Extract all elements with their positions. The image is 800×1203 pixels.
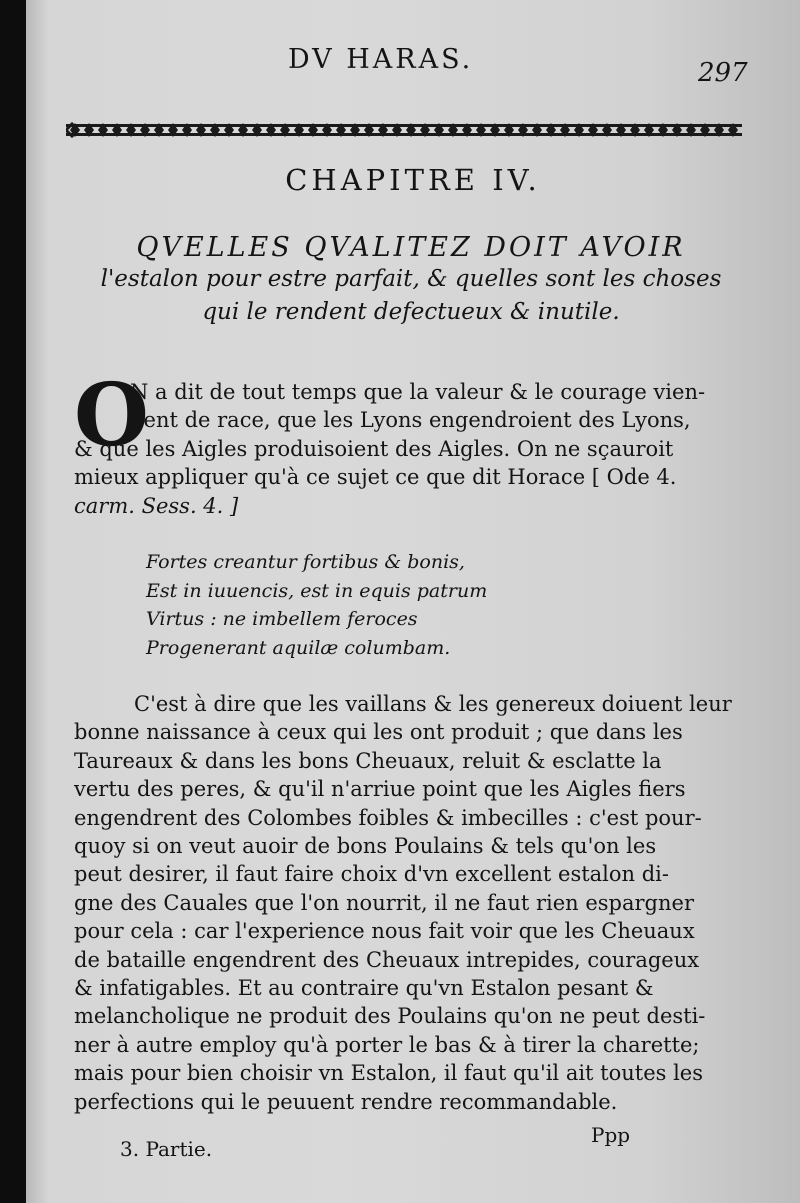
latin-verse bbox=[146, 548, 646, 662]
text-line: de bataille engendrent des Cheuaux intrepides, courageux bbox=[74, 947, 700, 972]
chapter-title: CHAPITRE IV. bbox=[285, 163, 541, 197]
text-line: pour cela : car l'experience nous fait voir que les Cheuaux bbox=[74, 919, 695, 944]
verse-line: Est in iuuencis, est in equis patrum bbox=[146, 579, 488, 602]
text-line: peut desirer, il faut faire choix d'vn excellent estalon di- bbox=[74, 862, 669, 887]
text-line: Taureaux & dans les bons Cheuaux, reluit & esclatte la bbox=[74, 748, 662, 773]
drop-cap: O bbox=[74, 365, 149, 466]
chapter-subtitle bbox=[66, 232, 756, 329]
text-line: engendrent des Colombes foibles & imbecilles : c'est pour- bbox=[74, 805, 702, 830]
text-line: ner à autre employ qu'à porter le bas & à tirer la charette; bbox=[74, 1032, 700, 1057]
verse-line: Virtus : ne imbellem feroces bbox=[146, 608, 418, 630]
page-number: 297 bbox=[698, 58, 748, 88]
text-line: & que les Aigles produisoient des Aigles. On ne sçauroit bbox=[74, 436, 674, 461]
text-line: mais pour bien choisir vn Estalon, il faut qu'il ait toutes les bbox=[74, 1061, 704, 1086]
text-line: C'est à dire que les vaillans & les genereux doiuent leur bbox=[134, 692, 732, 716]
text-line: vertu des peres, & qu'il n'arriue point que les Aigles fiers bbox=[74, 777, 686, 802]
verse-line: Fortes creantur fortibus & bonis, bbox=[146, 551, 465, 573]
text-line: bonne naissance à ceux qui les ont produit ; que dans les bbox=[74, 720, 683, 745]
subtitle-line-3: qui le rendent defectueux & inutile. bbox=[202, 299, 620, 325]
text-line: & infatigables. Et au contraire qu'vn Estalon pesant & bbox=[74, 976, 654, 1001]
text-line: carm. Sess. 4. ] bbox=[74, 493, 239, 518]
subtitle-line-2: l'estalon pour estre parfait, & quelles sont les choses bbox=[100, 266, 722, 292]
subtitle-line-1: QVELLES QVALITEZ DOIT AVOIR bbox=[136, 232, 686, 263]
verse-line: Progenerant aquilæ columbam. bbox=[146, 636, 451, 659]
book-page bbox=[26, 0, 800, 1203]
text-line: gne des Cauales que l'on nourrit, il ne faut rien espargner bbox=[74, 890, 694, 915]
signature-mark: 3. Partie. bbox=[120, 1137, 213, 1161]
paragraph-1 bbox=[74, 365, 744, 520]
text-line: mieux appliquer qu'à ce sujet ce que dit Horace [ Ode 4. bbox=[74, 465, 677, 490]
text-line: nent de race, que les Lyons engendroient des Lyons, bbox=[130, 408, 691, 433]
running-head: DV HARAS. bbox=[288, 44, 474, 75]
text-line: quoy si on veut auoir de bons Poulains & tels qu'on les bbox=[74, 834, 657, 859]
text-line: N a dit de tout temps que la valeur & le courage vien- bbox=[130, 380, 706, 404]
paragraph-2 bbox=[74, 690, 744, 1116]
catchword: Ppp bbox=[591, 1123, 631, 1147]
text-line: melancholique ne produit des Poulains qu'on ne peut desti- bbox=[74, 1004, 706, 1029]
text-line: perfections qui le peuuent rendre recommandable. bbox=[74, 1089, 618, 1114]
ornament-rule bbox=[66, 120, 742, 140]
